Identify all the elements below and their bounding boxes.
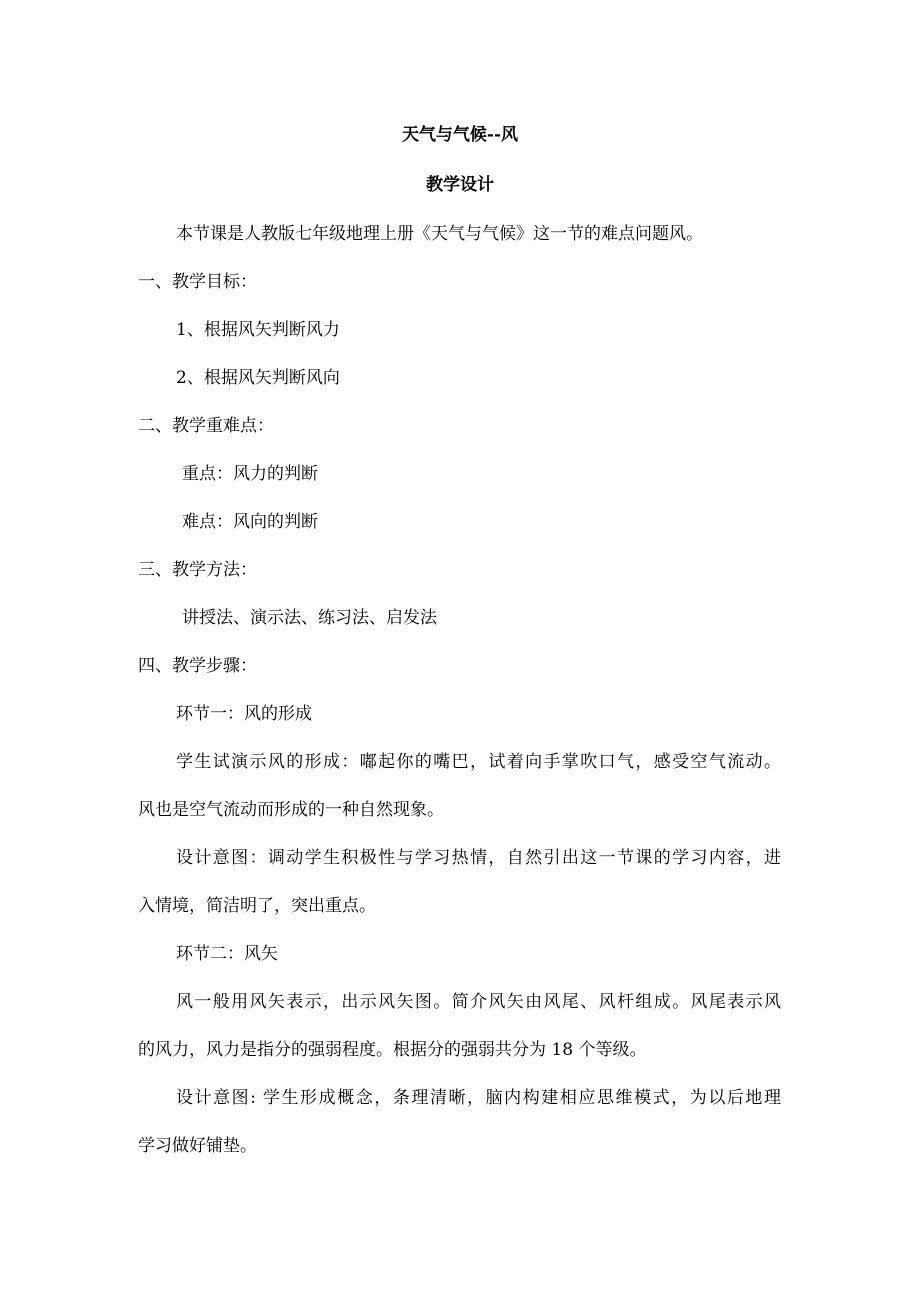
step2-title: 环节二：风矢 bbox=[176, 944, 278, 964]
section-heading-methods: 三、教学方法： bbox=[138, 560, 257, 580]
step1-design-intent-line: 入情境，简洁明了，突出重点。 bbox=[138, 896, 376, 916]
document-subtitle: 教学设计 bbox=[426, 175, 494, 195]
step1-design-intent-line: 设计意图：调动学生积极性与学习热情，自然引出这一节课的学习内容，进 bbox=[176, 848, 781, 868]
step1-paragraph-line: 学生试演示风的形成：嘟起你的嘴巴，试着向手掌吹口气，感受空气流动。 bbox=[176, 752, 781, 772]
objective-item: 1、根据风矢判断风力 bbox=[176, 320, 340, 340]
step1-paragraph-line: 风也是空气流动而形成的一种自然现象。 bbox=[138, 800, 444, 820]
section-heading-key-points: 二、教学重难点： bbox=[138, 416, 274, 436]
step1-title: 环节一：风的形成 bbox=[176, 704, 312, 724]
document-title: 天气与气候--风 bbox=[401, 125, 519, 145]
section-heading-steps: 四、教学步骤： bbox=[138, 656, 257, 676]
objective-item: 2、根据风矢判断风向 bbox=[176, 368, 340, 388]
section-heading-objectives: 一、教学目标： bbox=[138, 272, 257, 292]
intro-paragraph: 本节课是人教版七年级地理上册《天气与气候》这一节的难点问题风。 bbox=[176, 224, 703, 244]
step2-design-intent-line: 设计意图: 学生形成概念，条理清晰，脑内构建相应思维模式，为以后地理 bbox=[176, 1088, 781, 1108]
step2-paragraph-line: 风一般用风矢表示，出示风矢图。简介风矢由风尾、风杆组成。风尾表示风 bbox=[176, 992, 781, 1012]
step2-design-intent-line: 学习做好铺垫。 bbox=[138, 1136, 257, 1156]
key-point-text: 重点：风力的判断 bbox=[182, 464, 318, 484]
step2-paragraph-line: 的风力，风力是指分的强弱程度。根据分的强弱共分为 18 个等级。 bbox=[138, 1040, 647, 1060]
methods-text: 讲授法、演示法、练习法、启发法 bbox=[182, 608, 437, 628]
difficulty-text: 难点：风向的判断 bbox=[182, 512, 318, 532]
